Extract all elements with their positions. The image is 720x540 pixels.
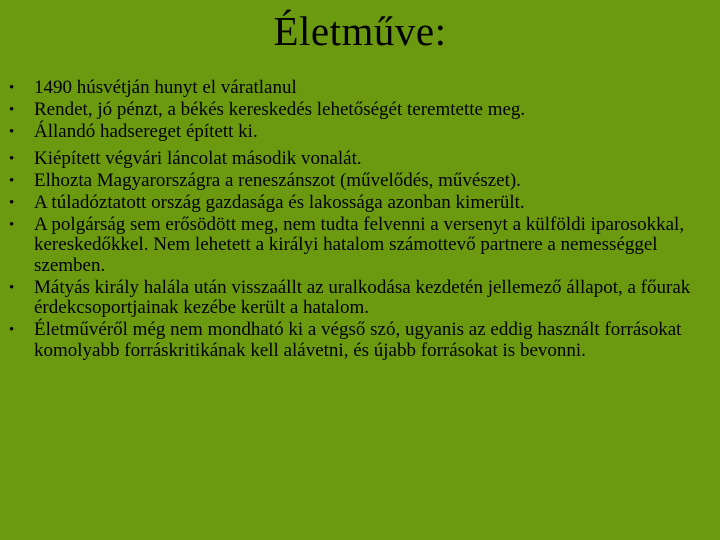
bullet-text: Rendet, jó pénzt, a békés kereskedés lehetőségét teremtette meg.: [34, 99, 526, 120]
bullet-item-6: [0, 193, 712, 214]
bullet-text: A túladóztatott ország gazdasága és lakossága azonban kimerült.: [34, 191, 525, 213]
bullet-list: [0, 78, 712, 363]
bullet-item-4: [0, 149, 712, 170]
bullet-item-2: [0, 100, 712, 121]
bullet-dot-icon: •: [9, 194, 15, 211]
bullet-text: Elhozta Magyarországra a reneszánszot (művelődés, művészet).: [34, 169, 521, 191]
bullet-text: A polgárság sem erősödött meg, nem tudta felvenni a versenyt a külföldi iparosokkal, kereskedőkkel. Nem lehetett a királyi hatalom számottevő partnere a nemességgel szemben.: [34, 213, 685, 276]
bullet-text: Állandó hadsereget épített ki.: [34, 121, 258, 142]
bullet-text: 1490 húsvétján hunyt el váratlanul: [34, 77, 297, 98]
bullet-dot-icon: •: [9, 80, 15, 96]
bullet-dot-icon: •: [9, 102, 15, 118]
bullet-item-5: [0, 171, 712, 192]
bullet-text: Kiépített végvári láncolat második vonalát.: [34, 147, 362, 169]
bullet-item-8: [0, 278, 712, 319]
bullet-item-3: [0, 122, 712, 143]
slide-title: Életműve:: [273, 8, 447, 54]
bullet-item-7: [0, 215, 712, 277]
bullet-dot-icon: •: [9, 216, 15, 233]
bullet-dot-icon: •: [9, 322, 15, 338]
bullet-item-1: [0, 78, 712, 99]
bullet-dot-icon: •: [9, 150, 15, 167]
bullet-dot-icon: •: [9, 172, 15, 189]
bullet-dot-icon: •: [9, 279, 15, 296]
bullet-text: Életművéről még nem mondható ki a végső szó, ugyanis az eddig használt forrásokat komolyabb forráskritikának kell alávetni, és újabb forrásokat is bevonni.: [34, 319, 682, 361]
bullet-text: Mátyás király halála után visszaállt az uralkodása kezdetén jellemező állapot, a főurak érdekcsoportjainak kezébe került a hatalom.: [34, 276, 691, 318]
bullet-dot-icon: •: [9, 124, 15, 140]
bullet-item-9: [0, 320, 712, 361]
